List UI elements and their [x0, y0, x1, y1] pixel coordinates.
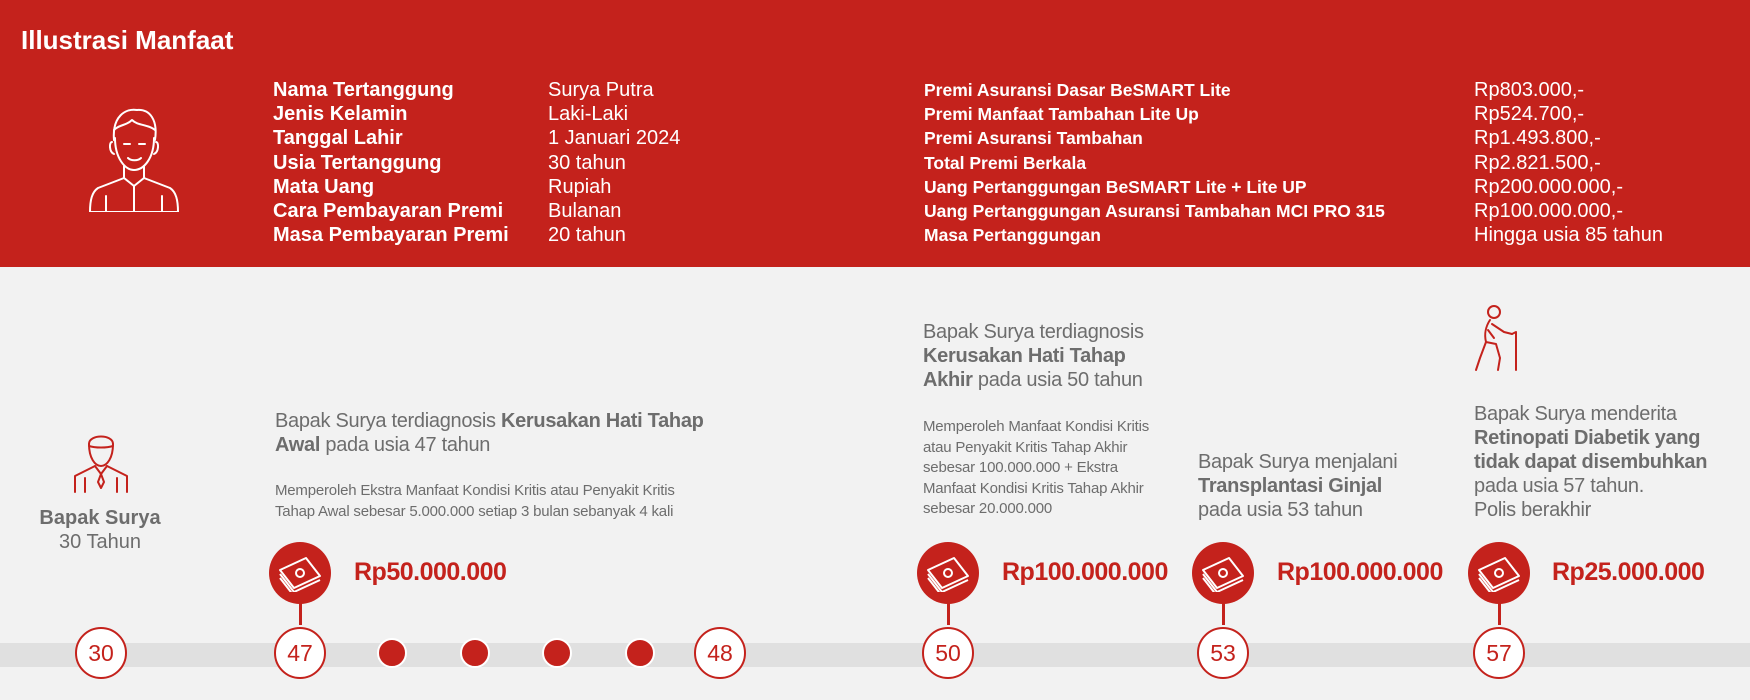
- event-47-title: [275, 409, 715, 457]
- premium-value: Rp803.000,-: [1474, 79, 1585, 101]
- premium-label: Premi Asuransi Dasar BeSMART Lite: [924, 80, 1231, 100]
- event-50-amount: Rp100.000.000: [1002, 558, 1168, 586]
- premium-label: Premi Manfaat Tambahan Lite Up: [924, 104, 1199, 125]
- premium-value: Rp524.700,-: [1474, 103, 1585, 126]
- event-57-amount: Rp25.000.000: [1552, 558, 1705, 586]
- man-portrait-icon: [84, 100, 184, 212]
- event-47-amount: Rp50.000.000: [354, 558, 507, 586]
- money-stack-icon: [926, 554, 970, 592]
- premium-label: Uang Pertanggungan BeSMART Lite + Lite UP: [924, 176, 1307, 197]
- businessman-icon: [73, 430, 129, 494]
- premium-value: Hingga usia 85 tahun: [1474, 224, 1664, 247]
- event-53-money-badge: [1192, 542, 1254, 604]
- premium-label: Premi Asuransi Tambahan: [924, 128, 1143, 149]
- info-value: 20 tahun: [548, 224, 626, 247]
- event-53-connector: [1222, 603, 1225, 625]
- info-value: 1 Januari 2024: [548, 127, 681, 150]
- event-47-pre: Bapak Surya terdiagnosis: [275, 410, 501, 432]
- info-value: Bulanan: [548, 199, 622, 222]
- insured-name: Bapak Surya: [39, 507, 161, 529]
- event-50-title: [923, 320, 1163, 392]
- event-47-post: pada usia 47 tahun: [320, 434, 491, 456]
- event-53-amount: Rp100.000.000: [1277, 558, 1443, 586]
- money-stack-icon: [1201, 554, 1245, 592]
- event-47-detail: Memperoleh Ekstra Manfaat Kondisi Kritis atau Penyakit Kritis Tahap Awal sebesar 5.000.000 setiap 3 bulan sebanyak 4 kali: [275, 482, 675, 520]
- info-value: Surya Putra: [548, 79, 654, 101]
- event-57-post: pada usia 57 tahun.: [1474, 475, 1645, 497]
- event-50-post: pada usia 50 tahun: [972, 369, 1143, 391]
- event-47-money-badge: [269, 542, 331, 604]
- event-57-title: [1474, 402, 1724, 522]
- timeline-age-53: 53: [1197, 627, 1249, 679]
- insured-info-labels: [273, 78, 509, 247]
- info-label: Jenis Kelamin: [273, 103, 408, 126]
- premium-value: Rp100.000.000,-: [1474, 199, 1624, 222]
- info-label: Cara Pembayaran Premi: [273, 199, 504, 222]
- info-label: Usia Tertanggung: [273, 151, 442, 174]
- event-47-connector: [299, 603, 302, 625]
- header-banner: [0, 0, 1750, 267]
- info-label: Tanggal Lahir: [273, 127, 403, 150]
- event-47-diagnosis: Kerusakan Hati Tahap Awal: [275, 410, 704, 456]
- premium-value: Rp1.493.800,-: [1474, 127, 1601, 150]
- timeline-quarter-dot: [377, 638, 407, 668]
- premium-label: Masa Pertanggungan: [924, 225, 1101, 246]
- event-57-money-badge: [1468, 542, 1530, 604]
- timeline-age-57: 57: [1473, 627, 1525, 679]
- premium-value: Rp2.821.500,-: [1474, 151, 1601, 174]
- event-50-money-badge: [917, 542, 979, 604]
- timeline-quarter-dot: [625, 638, 655, 668]
- event-57-pre: Bapak Surya menderita: [1474, 403, 1677, 425]
- insured-age: 30 Tahun: [59, 531, 141, 553]
- event-57-connector: [1498, 603, 1501, 625]
- info-value: Laki-Laki: [548, 103, 629, 126]
- money-stack-icon: [278, 554, 322, 592]
- insured-info-values: [548, 78, 680, 247]
- event-50-pre: Bapak Surya terdiagnosis: [923, 321, 1144, 343]
- event-53-pre: Bapak Surya menjalani: [1198, 451, 1398, 473]
- info-label: Mata Uang: [273, 175, 375, 198]
- info-label: Nama Tertanggung: [273, 79, 454, 101]
- timeline-quarter-dot: [460, 638, 490, 668]
- info-label: Masa Pembayaran Premi: [273, 224, 509, 247]
- money-stack-icon: [1477, 554, 1521, 592]
- page-title: Illustrasi Manfaat: [21, 25, 234, 55]
- info-value: 30 tahun: [548, 151, 626, 174]
- premium-labels: [924, 78, 1385, 247]
- premium-label: Total Premi Berkala: [924, 152, 1087, 173]
- premium-value: Rp200.000.000,-: [1474, 175, 1624, 198]
- timeline-age-50: 50: [922, 627, 974, 679]
- timeline-age-30: 30: [75, 627, 127, 679]
- event-50-connector: [947, 603, 950, 625]
- premium-label: Uang Pertanggungan Asuransi Tambahan MCI PRO 315: [924, 200, 1385, 221]
- timeline-age-48: 48: [694, 627, 746, 679]
- event-57-diagnosis: Retinopati Diabetik yang tidak dapat disembuhkan: [1474, 427, 1708, 473]
- event-53-post: pada usia 53 tahun: [1198, 499, 1363, 521]
- event-53-title: [1198, 450, 1428, 522]
- event-50-detail: Memperoleh Manfaat Kondisi Kritis atau Penyakit Kritis Tahap Akhir sebesar 100.000.000 + Ekstra Manfaat Kondisi Kritis Tahap Akhir sebesar 20.000.000: [923, 418, 1150, 517]
- timeline-age-47: 47: [274, 627, 326, 679]
- event-57-policy-end: Polis berakhir: [1474, 499, 1591, 521]
- timeline-quarter-dot: [542, 638, 572, 668]
- elderly-with-cane-icon: [1474, 304, 1522, 372]
- event-53-procedure: Transplantasi Ginjal: [1198, 475, 1383, 497]
- premium-values: [1474, 78, 1663, 247]
- info-value: Rupiah: [548, 175, 612, 198]
- event-50-diagnosis: Kerusakan Hati Tahap Akhir: [923, 345, 1126, 391]
